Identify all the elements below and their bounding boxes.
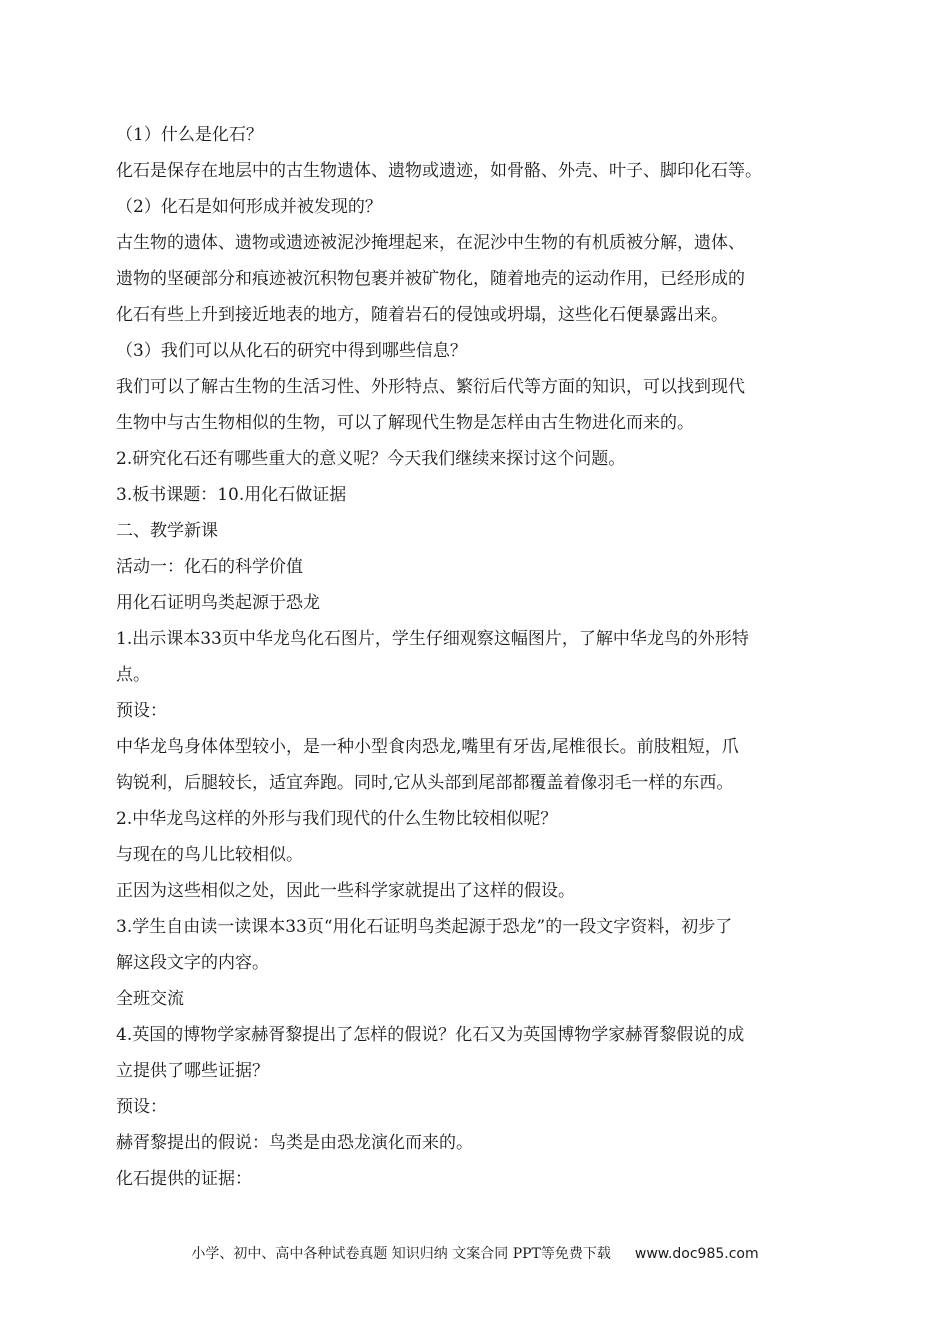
- text-line: 遗物的坚硬部分和痕迹被沉积物包裹并被矿物化，随着地壳的运动作用，已经形成的: [116, 269, 745, 289]
- text-line: 化石有些上升到接近地表的地方，随着岩石的侵蚀或坍塌，这些化石便暴露出来。: [116, 305, 728, 325]
- text-line: 2.中华龙鸟这样的外形与我们现代的什么生物比较相似呢？: [116, 809, 558, 829]
- text-line: 生物中与古生物相似的生物，可以了解现代生物是怎样由古生物进化而来的。: [116, 413, 694, 433]
- document-body: [116, 117, 840, 1197]
- text-line: 古生物的遗体、遗物或遗迹被泥沙掩埋起来，在泥沙中生物的有机质被分解，遗体、: [116, 233, 745, 253]
- text-line: 正因为这些相似之处，因此一些科学家就提出了这样的假设。: [116, 881, 575, 901]
- footer-site-link[interactable]: www.doc985.com: [634, 1246, 759, 1262]
- text-line: 中华龙鸟身体体型较小，是一种小型食肉恐龙,嘴里有牙齿,尾椎很长。前肢粗短，爪: [116, 737, 739, 757]
- text-line: 立提供了哪些证据？: [116, 1061, 269, 1081]
- text-line: 化石是保存在地层中的古生物遗体、遗物或遗迹，如骨骼、外壳、叶子、脚印化石等。: [116, 161, 762, 181]
- text-line: 全班交流: [116, 989, 184, 1009]
- footer-text: 小学、初中、高中各种试卷真题 知识归纳 文案合同 PPT等免费下载: [191, 1246, 611, 1262]
- text-line: 钩锐利，后腿较长，适宜奔跑。同时,它从头部到尾部都覆盖着像羽毛一样的东西。: [116, 773, 734, 793]
- text-line: 3.板书课题：10.用化石做证据: [116, 485, 347, 505]
- text-line: 用化石证明鸟类起源于恐龙: [116, 593, 320, 613]
- text-line: 2.研究化石还有哪些重大的意义呢？今天我们继续来探讨这个问题。: [116, 449, 626, 469]
- text-line: 3.学生自由读一读课本33页“用化石证明鸟类起源于恐龙”的一段文字资料，初步了: [116, 917, 733, 937]
- activity-heading: 活动一：化石的科学价值: [116, 557, 303, 577]
- text-line: （2）化石是如何形成并被发现的？: [116, 197, 382, 217]
- text-line: 预设：: [116, 1097, 167, 1117]
- section-heading: 二、教学新课: [116, 521, 218, 541]
- text-line: 赫胥黎提出的假说：鸟类是由恐龙演化而来的。: [116, 1133, 473, 1153]
- text-line: 4.英国的博物学家赫胥黎提出了怎样的假说？化石又为英国博物学家赫胥黎假说的成: [116, 1025, 745, 1045]
- text-line: 与现在的鸟儿比较相似。: [116, 845, 303, 865]
- text-line: 预设：: [116, 701, 167, 721]
- text-line: 点。: [116, 665, 150, 685]
- text-line: （3）我们可以从化石的研究中得到哪些信息？: [116, 341, 467, 361]
- text-line: 解这段文字的内容。: [116, 953, 269, 973]
- text-line: 化石提供的证据：: [116, 1169, 252, 1189]
- text-line: 我们可以了解古生物的生活习性、外形特点、繁衍后代等方面的知识，可以找到现代: [116, 377, 745, 397]
- text-line: 1.出示课本33页中华龙鸟化石图片，学生仔细观察这幅图片，了解中华龙鸟的外形特: [116, 629, 749, 649]
- page-footer: [0, 1242, 950, 1266]
- text-line: （1）什么是化石？: [116, 125, 263, 145]
